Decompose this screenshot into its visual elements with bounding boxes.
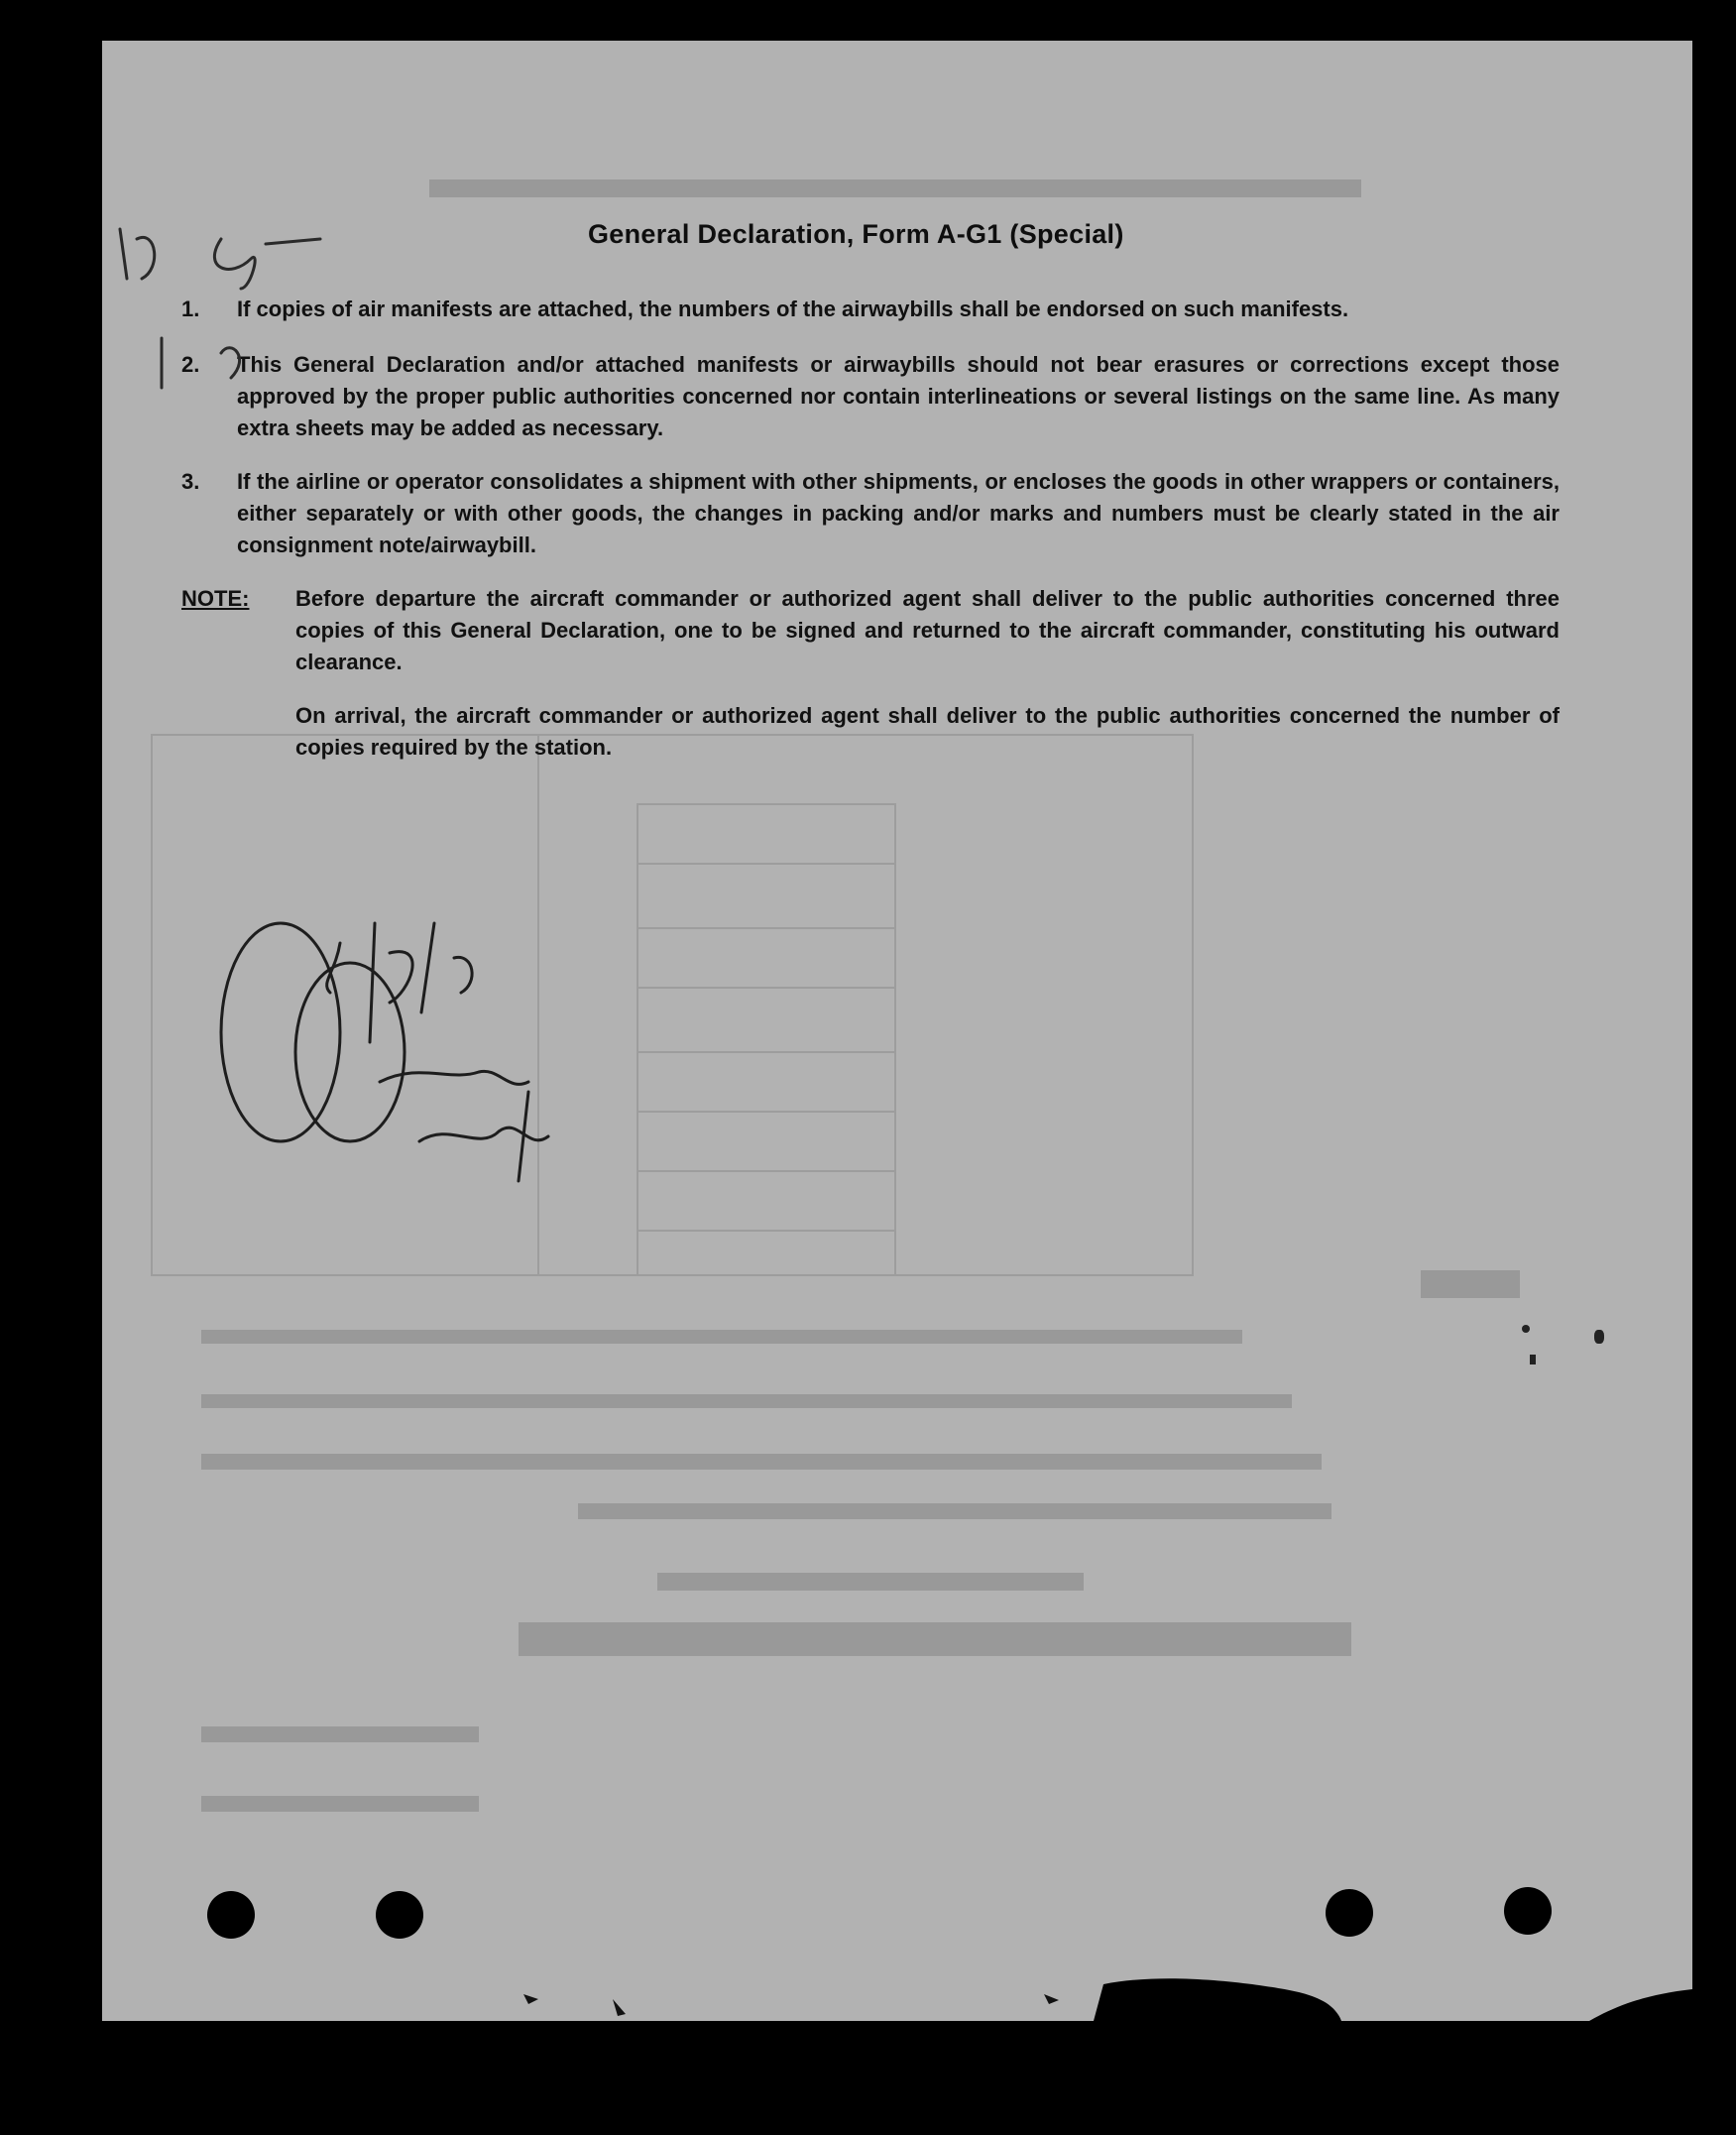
document-page [102, 41, 1692, 2021]
note-paragraph-1: Before departure the aircraft commander or authorized agent shall deliver to the public authorities concerned three copies of this General Declaration, one to be signed and returned to the aircraft commander, constituting his outward clearance. [295, 586, 1560, 674]
speck [1594, 1330, 1604, 1344]
speck [1522, 1325, 1530, 1333]
item-text: This General Declaration and/or attached manifests or airwaybills should not bear erasures or corrections except those approved by the proper public authorities concerned nor contain interlineations or several listings on the same line. As many extra sheets may be added as necessary. [237, 352, 1560, 440]
handwritten-signature [201, 884, 618, 1211]
punch-hole [1504, 1887, 1552, 1935]
item-number: 3. [181, 469, 200, 494]
form-title: General Declaration, Form A-G1 (Special) [588, 219, 1124, 249]
punch-hole [207, 1891, 255, 1939]
item-text: If copies of air manifests are attached, the numbers of the airwaybills shall be endorsed on such manifests. [237, 297, 1349, 321]
torn-edge [102, 1955, 1692, 2021]
speck [1530, 1355, 1536, 1364]
item-text: If the airline or operator consolidates a shipment with other shipments, or encloses the goods in other wrappers or containers, either separately or with other goods, the changes in packing and/or marks and numbers must be clearly stated in the air consignment note/airwaybill. [237, 469, 1560, 557]
note-paragraph-2: On arrival, the aircraft commander or authorized agent shall deliver to the public authorities concerned the number of copies required by the station. [295, 703, 1560, 760]
punch-hole [1326, 1889, 1373, 1937]
item-number: 2. [181, 352, 200, 377]
punch-hole [376, 1891, 423, 1939]
note-label: NOTE: [181, 586, 250, 611]
item-number: 1. [181, 297, 200, 321]
